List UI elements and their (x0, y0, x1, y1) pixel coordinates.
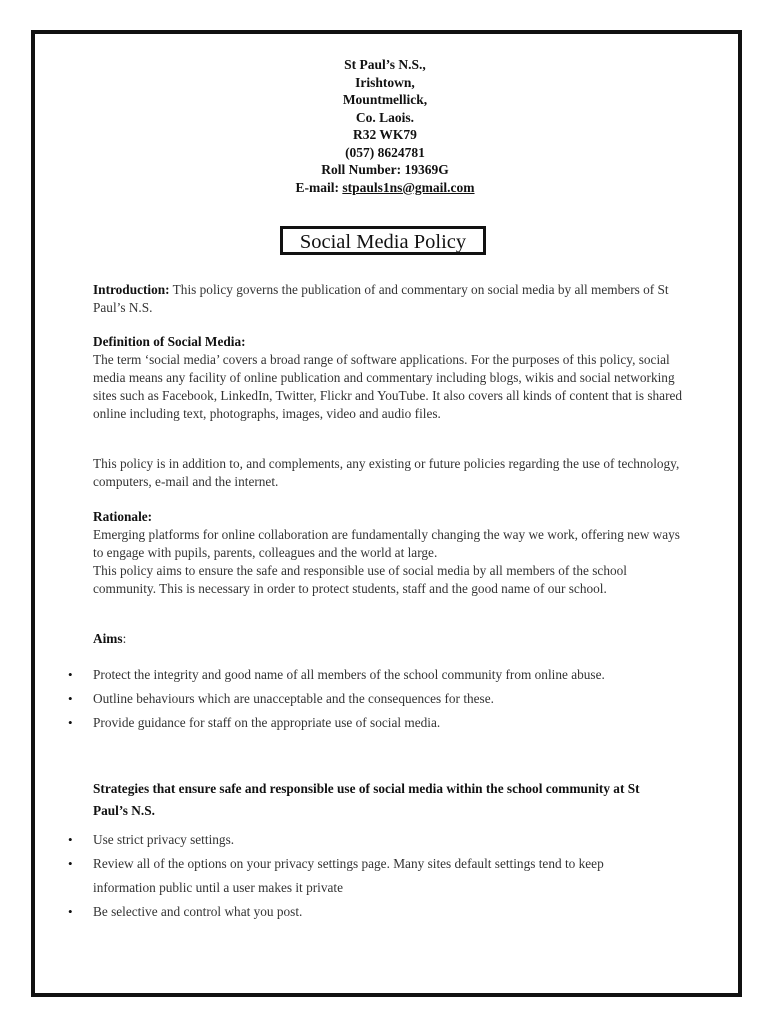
rationale-paragraph-1: Emerging platforms for online collaboration are fundamentally changing the way we work, offering new ways to engage with pupils, parents, colleagues and the world at large. (93, 527, 680, 560)
definition-heading: Definition of Social Media: (93, 334, 246, 349)
aim-text: Outline behaviours which are unacceptable and the consequences for these. (93, 691, 494, 706)
aims-heading-line (93, 630, 683, 648)
address-county: Co. Laois. (355, 109, 415, 125)
policy-title-box (280, 226, 486, 255)
address-line-1: Irishtown, (355, 74, 415, 90)
school-name: St Paul’s N.S., (344, 57, 426, 72)
strategy-text: Be selective and control what you post. (93, 904, 303, 919)
list-item (68, 900, 668, 924)
aim-text: Provide guidance for staff on the appropriate use of social media. (93, 715, 441, 730)
email-line (0, 179, 770, 197)
list-item (68, 663, 668, 687)
bullet-icon: • (68, 856, 73, 871)
list-item (68, 828, 668, 852)
strategy-text: Review all of the options on your privacy settings page. Many sites default settings tend to keep information public until a user makes it private (93, 856, 604, 895)
introduction-text: This policy governs the publication of and commentary on social media by all members of St Paul’s N.S. (93, 282, 669, 315)
definition-paragraph: The term ‘social media’ covers a broad range of software applications. For the purposes of this policy, social media means any facility of online publication and commentary including blogs, wikis and social networking sites such as Facebook, LinkedIn, Twitter, Flickr and YouTube. It also covers all kinds of content that is shared online including text, photographs, images, video and audio files. (93, 352, 683, 421)
address-line-2: Mountmellick, (342, 92, 428, 107)
aims-list (68, 663, 668, 735)
aim-text: Protect the integrity and good name of all members of the school community from online abuse. (93, 667, 605, 682)
bullet-icon: • (68, 904, 73, 919)
list-item (68, 687, 668, 711)
strategies-heading: Strategies that ensure safe and responsible use of social media within the school community at St Paul’s N.S. (93, 781, 640, 818)
roll-number: Roll Number: 19369G (321, 162, 449, 177)
rationale-heading: Rationale: (93, 509, 153, 524)
strategies-list (68, 828, 668, 924)
bullet-icon: • (68, 667, 73, 682)
bullet-icon: • (68, 715, 73, 730)
list-item (68, 711, 668, 735)
introduction-label: Introduction: (93, 282, 170, 297)
rationale-paragraph-2: This policy aims to ensure the safe and responsible use of social media by all members of the school community. This is necessary in order to protect students, staff and the good name of our school. (93, 563, 627, 596)
aims-heading: Aims (93, 631, 123, 646)
list-item (68, 852, 668, 900)
strategy-text: Use strict privacy settings. (93, 832, 235, 847)
rationale-section (93, 508, 683, 598)
introduction-paragraph (93, 281, 683, 317)
definition-section (93, 333, 683, 423)
aims-colon: : (122, 631, 127, 646)
bullet-icon: • (68, 832, 73, 847)
email-link[interactable]: stpauls1ns@gmail.com (342, 179, 475, 195)
email-label: E-mail: (295, 179, 343, 195)
policy-title: Social Media Policy (299, 231, 467, 253)
bullet-icon: • (68, 691, 73, 706)
address-eircode: R32 WK79 (353, 127, 417, 142)
complements-paragraph: This policy is in addition to, and complements, any existing or future policies regarding the use of technology, computers, e-mail and the internet. (93, 456, 680, 489)
school-letterhead (0, 56, 770, 196)
phone-number: (057) 8624781 (345, 144, 425, 160)
